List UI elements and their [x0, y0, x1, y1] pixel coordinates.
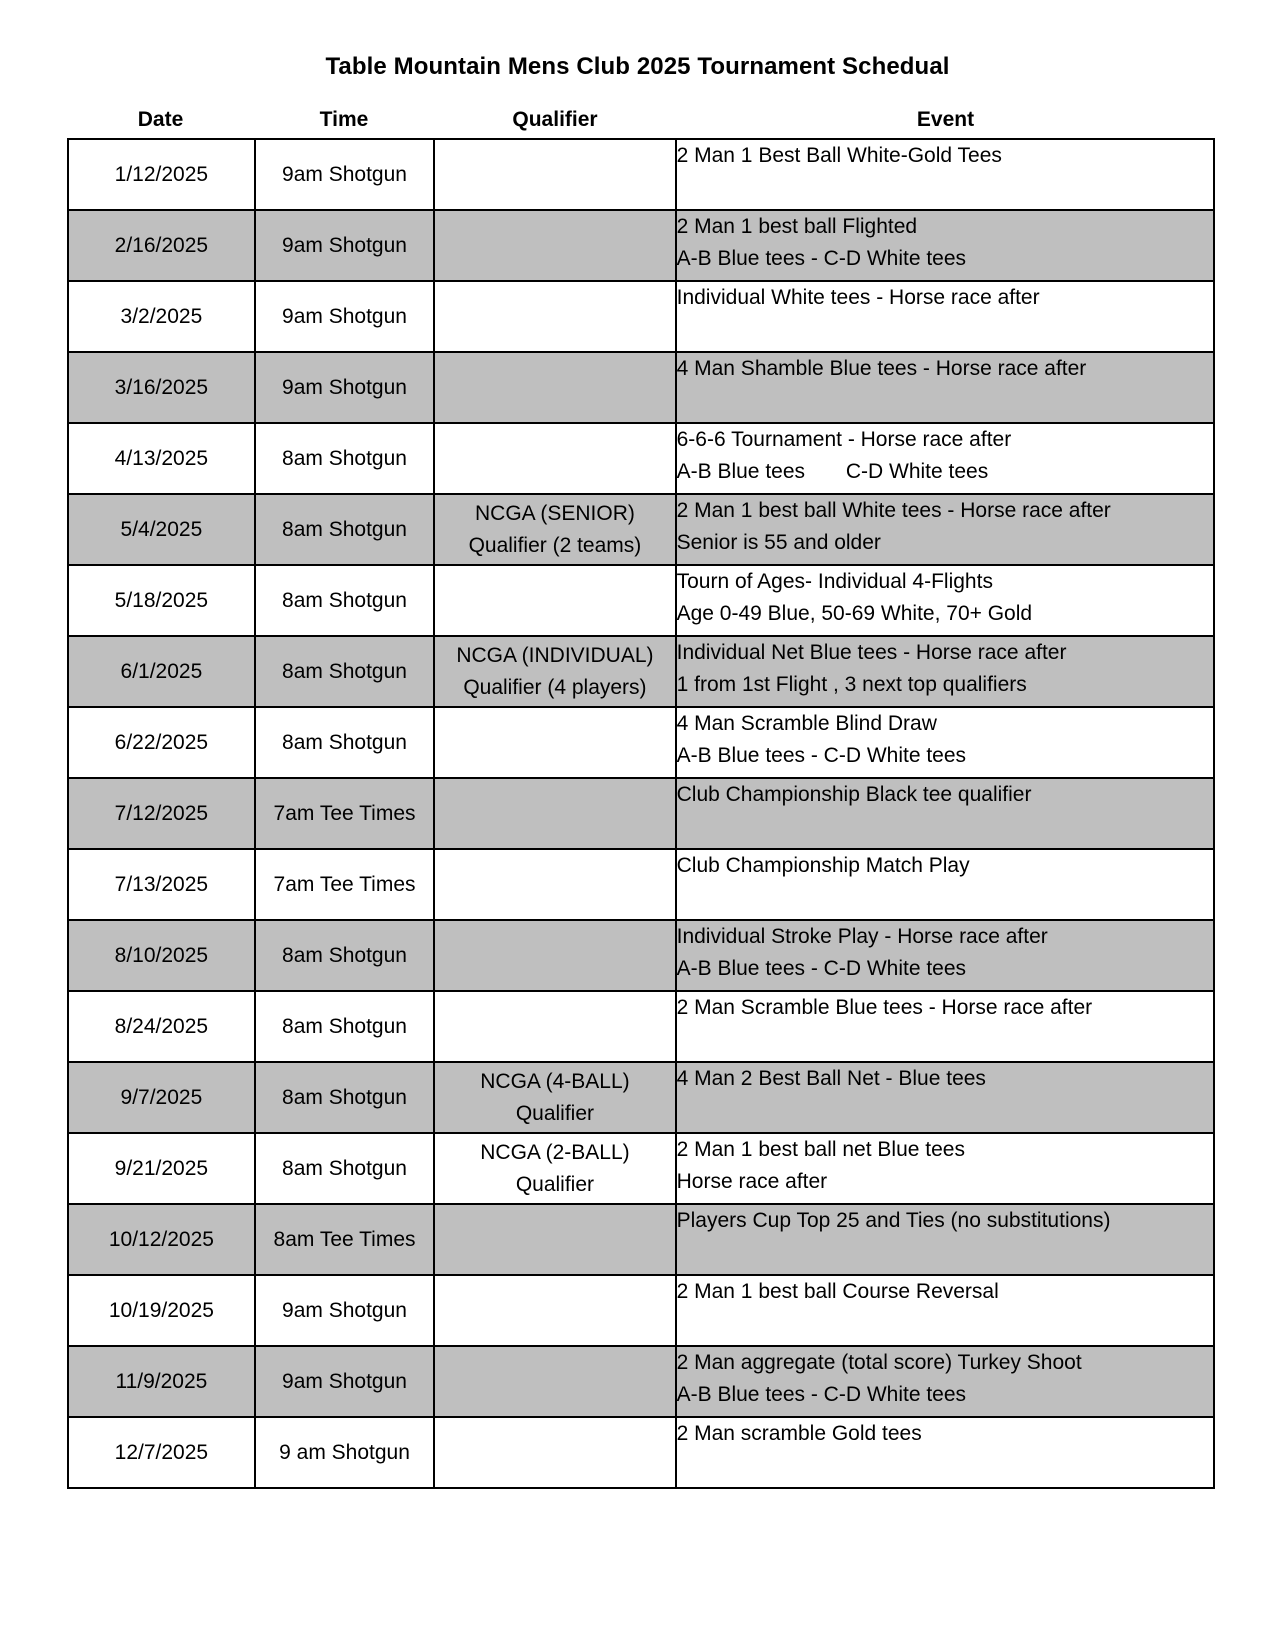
event-cell — [676, 352, 1214, 423]
event-line: 4 Man Scramble Blind Draw — [676, 712, 937, 735]
event-line: Horse race after — [676, 1170, 828, 1193]
table-row — [68, 281, 1214, 352]
event-cell — [676, 565, 1214, 636]
time-cell: 8am Shotgun — [255, 565, 434, 636]
schedule-table — [67, 138, 1215, 1489]
header-date: Date — [137, 108, 184, 131]
qualifier-cell — [434, 778, 675, 849]
table-row — [68, 1133, 1214, 1204]
date-cell: 8/24/2025 — [68, 991, 255, 1062]
qualifier-cell — [434, 281, 675, 352]
event-line: Individual Stroke Play - Horse race after — [676, 925, 1048, 948]
time-cell: 9am Shotgun — [255, 210, 434, 281]
table-row — [68, 494, 1214, 565]
event-cell — [676, 1204, 1214, 1275]
qualifier-line: Qualifier (2 teams) — [468, 533, 642, 557]
qualifier-cell — [434, 210, 675, 281]
table-row — [68, 1204, 1214, 1275]
event-line: 4 Man Shamble Blue tees - Horse race after — [676, 357, 1087, 380]
time-cell: 8am Shotgun — [255, 1133, 434, 1204]
event-line: A-B Blue tees - C-D White tees — [676, 744, 967, 767]
event-cell — [676, 423, 1214, 494]
header-time: Time — [319, 108, 369, 131]
event-line: A-B Blue tees - C-D White tees — [676, 957, 967, 980]
time-cell: 8am Shotgun — [255, 920, 434, 991]
table-row — [68, 423, 1214, 494]
date-cell: 9/7/2025 — [68, 1062, 255, 1133]
event-line: 2 Man 1 best ball net Blue tees — [676, 1138, 965, 1161]
qualifier-cell — [434, 1275, 675, 1346]
time-cell: 9am Shotgun — [255, 1346, 434, 1417]
qualifier-cell — [434, 636, 675, 707]
event-line: 2 Man scramble Gold tees — [676, 1422, 922, 1445]
date-cell: 7/13/2025 — [68, 849, 255, 920]
event-line: 6-6-6 Tournament - Horse race after — [676, 428, 1012, 451]
time-cell: 7am Tee Times — [255, 778, 434, 849]
qualifier-cell — [434, 565, 675, 636]
event-cell — [676, 1133, 1214, 1204]
event-cell — [676, 281, 1214, 352]
date-cell: 6/22/2025 — [68, 707, 255, 778]
time-cell: 8am Shotgun — [255, 707, 434, 778]
event-line: 2 Man 1 best ball White tees - Horse race after — [676, 499, 1111, 522]
qualifier-cell — [434, 1062, 675, 1133]
event-line: Individual Net Blue tees - Horse race after — [676, 641, 1067, 664]
time-cell: 8am Shotgun — [255, 1062, 434, 1133]
event-line: Age 0-49 Blue, 50-69 White, 70+ Gold — [676, 602, 1033, 625]
qualifier-line: NCGA (2-BALL) — [480, 1140, 630, 1164]
date-cell: 10/19/2025 — [68, 1275, 255, 1346]
qualifier-line: NCGA (INDIVIDUAL) — [456, 643, 654, 667]
table-row — [68, 1346, 1214, 1417]
date-cell: 2/16/2025 — [68, 210, 255, 281]
table-row — [68, 1275, 1214, 1346]
date-cell: 3/16/2025 — [68, 352, 255, 423]
qualifier-cell — [434, 1204, 675, 1275]
qualifier-cell — [434, 1133, 675, 1204]
event-line: 1 from 1st Flight , 3 next top qualifiers — [676, 673, 1027, 696]
table-row — [68, 707, 1214, 778]
event-cell — [676, 1417, 1214, 1488]
qualifier-cell — [434, 494, 675, 565]
event-line: 2 Man 1 best ball Course Reversal — [676, 1280, 999, 1303]
table-row — [68, 565, 1214, 636]
event-cell — [676, 778, 1214, 849]
event-cell — [676, 210, 1214, 281]
table-row — [68, 920, 1214, 991]
event-line: Tourn of Ages- Individual 4-Flights — [676, 570, 993, 593]
event-cell — [676, 139, 1214, 210]
event-line: 2 Man 1 best ball Flighted — [676, 215, 918, 238]
event-line: Players Cup Top 25 and Ties (no substitutions) — [676, 1209, 1111, 1232]
event-cell — [676, 494, 1214, 565]
event-cell — [676, 707, 1214, 778]
date-cell: 6/1/2025 — [68, 636, 255, 707]
date-cell: 10/12/2025 — [68, 1204, 255, 1275]
qualifier-line: Qualifier (4 players) — [463, 675, 647, 699]
date-cell: 8/10/2025 — [68, 920, 255, 991]
qualifier-cell — [434, 423, 675, 494]
event-line: 4 Man 2 Best Ball Net - Blue tees — [676, 1067, 986, 1090]
schedule-body — [68, 139, 1214, 1488]
date-cell: 9/21/2025 — [68, 1133, 255, 1204]
event-line: Club Championship Black tee qualifier — [676, 783, 1032, 806]
event-line: A-B Blue tees - C-D White tees — [676, 1383, 967, 1406]
event-line: 2 Man Scramble Blue tees - Horse race after — [676, 996, 1093, 1019]
table-row — [68, 139, 1214, 210]
time-cell: 8am Tee Times — [255, 1204, 434, 1275]
time-cell: 8am Shotgun — [255, 991, 434, 1062]
date-cell: 5/18/2025 — [68, 565, 255, 636]
table-row — [68, 210, 1214, 281]
time-cell: 9am Shotgun — [255, 352, 434, 423]
qualifier-cell — [434, 139, 675, 210]
time-cell: 8am Shotgun — [255, 423, 434, 494]
qualifier-line: NCGA (4-BALL) — [480, 1069, 630, 1093]
event-line: 2 Man 1 Best Ball White-Gold Tees — [676, 144, 1002, 167]
event-line: 2 Man aggregate (total score) Turkey Shoot — [676, 1351, 1082, 1374]
qualifier-cell — [434, 1417, 675, 1488]
qualifier-cell — [434, 920, 675, 991]
date-cell: 12/7/2025 — [68, 1417, 255, 1488]
header-event: Event — [916, 108, 975, 131]
table-row — [68, 352, 1214, 423]
table-row — [68, 849, 1214, 920]
date-cell: 4/13/2025 — [68, 423, 255, 494]
table-row — [68, 778, 1214, 849]
qualifier-line: Qualifier — [515, 1172, 595, 1196]
event-line: A-B Blue tees - C-D White tees — [676, 247, 967, 270]
qualifier-cell — [434, 1346, 675, 1417]
qualifier-cell — [434, 849, 675, 920]
qualifier-line: NCGA (SENIOR) — [475, 501, 635, 525]
date-cell: 5/4/2025 — [68, 494, 255, 565]
time-cell: 7am Tee Times — [255, 849, 434, 920]
event-cell — [676, 1275, 1214, 1346]
table-row — [68, 1062, 1214, 1133]
time-cell: 9am Shotgun — [255, 1275, 434, 1346]
page-title: Table Mountain Mens Club 2025 Tournament Schedual — [325, 53, 950, 80]
time-cell: 9 am Shotgun — [255, 1417, 434, 1488]
qualifier-cell — [434, 991, 675, 1062]
event-cell — [676, 1062, 1214, 1133]
table-row — [68, 636, 1214, 707]
table-row — [68, 1417, 1214, 1488]
event-cell — [676, 920, 1214, 991]
time-cell: 9am Shotgun — [255, 281, 434, 352]
time-cell: 8am Shotgun — [255, 636, 434, 707]
date-cell: 7/12/2025 — [68, 778, 255, 849]
date-cell: 1/12/2025 — [68, 139, 255, 210]
event-line: A-B Blue tees C-D White tees — [676, 460, 989, 483]
event-line: Senior is 55 and older — [676, 531, 881, 554]
event-cell — [676, 849, 1214, 920]
time-cell: 9am Shotgun — [255, 139, 434, 210]
column-headers — [67, 108, 1215, 136]
qualifier-line: Qualifier — [515, 1101, 595, 1125]
date-cell: 3/2/2025 — [68, 281, 255, 352]
event-line: Individual White tees - Horse race after — [676, 286, 1040, 309]
header-qualifier: Qualifier — [512, 108, 598, 131]
event-cell — [676, 636, 1214, 707]
table-row — [68, 991, 1214, 1062]
qualifier-cell — [434, 707, 675, 778]
event-cell — [676, 1346, 1214, 1417]
date-cell: 11/9/2025 — [68, 1346, 255, 1417]
qualifier-cell — [434, 352, 675, 423]
event-line: Club Championship Match Play — [676, 854, 970, 877]
time-cell: 8am Shotgun — [255, 494, 434, 565]
event-cell — [676, 991, 1214, 1062]
